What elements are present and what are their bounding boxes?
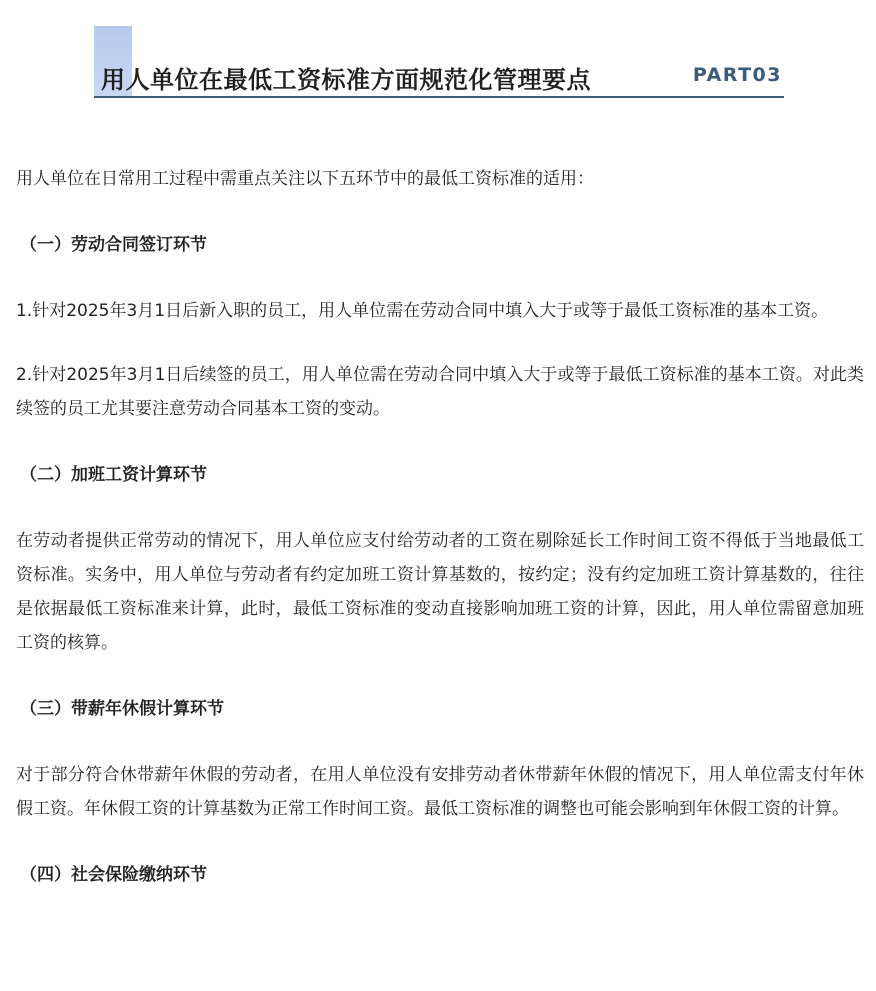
section-3-paragraph-1: 对于部分符合休带薪年休假的劳动者，在用人单位没有安排劳动者休带薪年休假的情况下，用人单位需支付年休假工资。年休假工资的计算基数为正常工作时间工资。最低工资标准的调整也可能会影响到年休假工资的计算。 [16, 765, 864, 819]
article-body [16, 162, 864, 892]
section-heading-4: （四）社会保险缴纳环节 [20, 865, 207, 885]
intro-paragraph: 用人单位在日常用工过程中需重点关注以下五环节中的最低工资标准的适用： [16, 169, 594, 189]
section-heading-1: （一）劳动合同签订环节 [20, 235, 207, 255]
section-heading-2: （二）加班工资计算环节 [20, 465, 207, 485]
section-heading-3: （三）带薪年休假计算环节 [20, 699, 224, 719]
section-1-paragraph-2: 2.针对2025年3月1日后续签的员工，用人单位需在劳动合同中填入大于或等于最低工资标准的基本工资。对此类续签的员工尤其要注意劳动合同基本工资的变动。 [16, 365, 864, 419]
page-title: 用人单位在最低工资标准方面规范化管理要点 [101, 66, 591, 94]
section-1-paragraph-1: 1.针对2025年3月1日后新入职的员工，用人单位需在劳动合同中填入大于或等于最低工资标准的基本工资。 [16, 301, 829, 321]
section-2-paragraph-1: 在劳动者提供正常劳动的情况下，用人单位应支付给劳动者的工资在剔除延长工作时间工资不得低于当地最低工资标准。实务中，用人单位与劳动者有约定加班工资计算基数的，按约定；没有约定加班工资计算基数的，往往是依据最低工资标准来计算，此时，最低工资标准的变动直接影响加班工资的计算，因此，用人单位需留意加班工资的核算。 [16, 531, 864, 653]
part-label: PART03 [692, 64, 782, 86]
header-underline [94, 96, 784, 98]
section-header [94, 26, 784, 98]
